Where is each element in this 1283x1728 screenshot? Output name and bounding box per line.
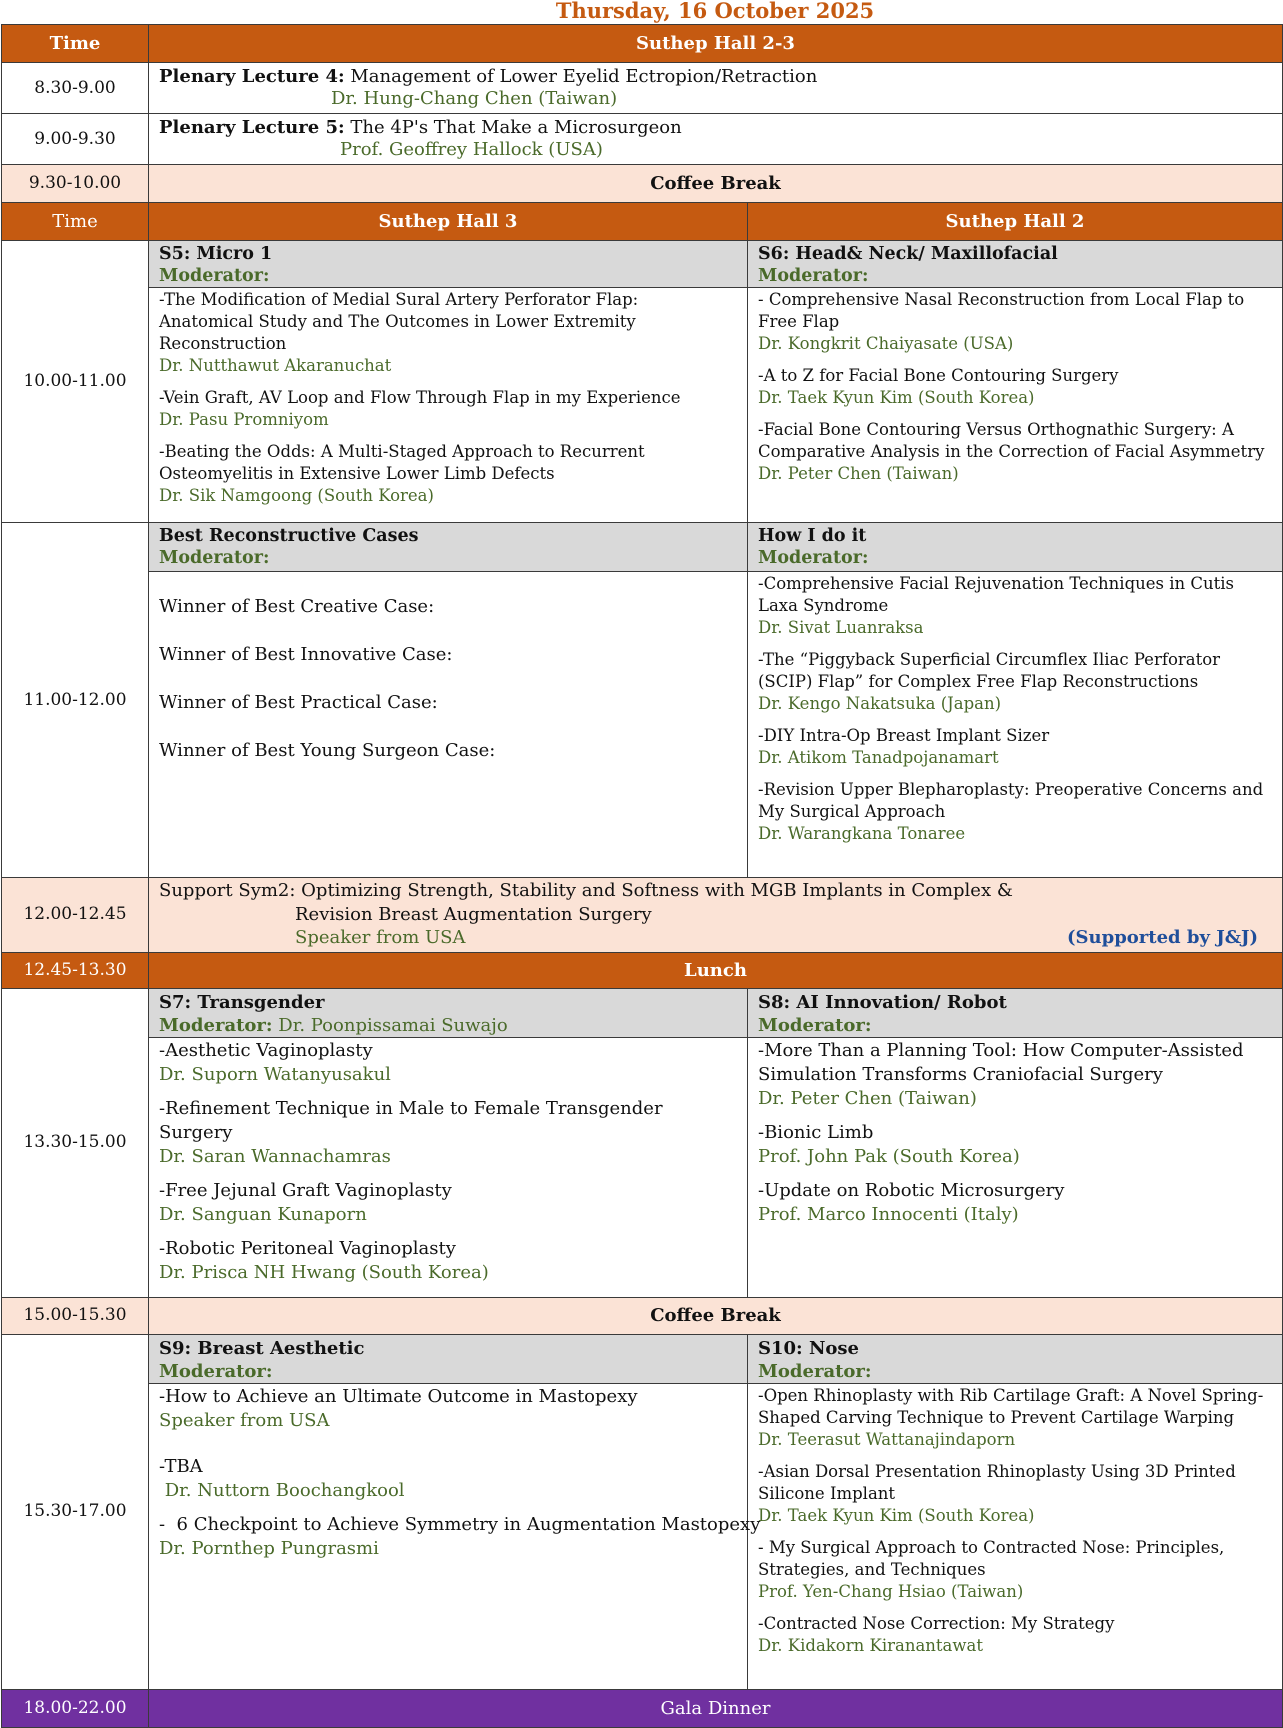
hall-header: Suthep Hall 2-3 — [149, 25, 1283, 63]
winner-item: Winner of Best Innovative Case: — [159, 644, 453, 665]
day-title: Thursday, 16 October 2025 — [555, 0, 875, 23]
talk-item — [758, 1461, 1272, 1527]
talk-item — [159, 441, 737, 507]
talk-title: -A to Z for Facial Bone Contouring Surgery — [758, 366, 1119, 385]
talk-item — [159, 1179, 737, 1227]
talk-item — [758, 573, 1272, 639]
talk-title: -Comprehensive Facial Rejuvenation Techniques in Cutis Laxa Syndrome — [758, 574, 1235, 615]
session-row — [2, 241, 1283, 523]
talk-item — [758, 1613, 1272, 1657]
talk-item — [159, 1513, 761, 1561]
talk-title: -Open Rhinoplasty with Rib Cartilage Graft: A Novel Spring-Shaped Carving Technique to Prevent Cartilage Warping — [758, 1385, 1264, 1427]
session-title: S5: Micro 1 — [159, 244, 273, 264]
talk-title: -Beating the Odds: A Multi-Staged Approach to Recurrent Osteomyelitis in Extensive Lower Limb Defects — [159, 442, 645, 483]
time-header: Time — [2, 203, 149, 241]
talk-speaker: Dr. Atikom Tanadpojanamart — [758, 748, 999, 767]
talk-speaker: Dr. Pornthep Pungrasmi — [159, 1537, 379, 1559]
support-cell — [149, 878, 1283, 953]
plenary-row — [2, 63, 1283, 114]
moderator-label: Moderator: — [159, 1360, 273, 1382]
winner-item: Winner of Best Creative Case: — [159, 596, 435, 617]
coffee-label: Coffee Break — [149, 1297, 1283, 1334]
talk-speaker: Dr. Teerasut Wattanajindaporn — [758, 1429, 1016, 1449]
time-cell: 11.00-12.00 — [2, 523, 149, 878]
talk-speaker: Dr. Prisca NH Hwang (South Korea) — [159, 1261, 489, 1283]
winner-item: Winner of Best Young Surgeon Case: — [159, 740, 496, 761]
header-row-main — [2, 25, 1283, 63]
gala-row — [2, 1689, 1283, 1727]
time-cell: 18.00-22.00 — [2, 1689, 149, 1727]
session-row — [2, 1334, 1283, 1689]
talk-item — [758, 779, 1272, 845]
talk-title: -Asian Dorsal Presentation Rhinoplasty Using 3D Printed Silicone Implant — [758, 1461, 1236, 1503]
talk-title: -The Modification of Medial Sural Artery Perforator Flap: Anatomical Study and The Outcomes in Lower Extremity Reconstruction — [159, 290, 639, 353]
talk-speaker: Prof. Yen-Chang Hsiao (Taiwan) — [758, 1581, 1024, 1601]
talk-item — [758, 419, 1272, 485]
talk-speaker: Dr. Nutthawut Akaranuchat — [159, 356, 392, 375]
talk-title: -How to Achieve an Ultimate Outcome in Mastopexy — [159, 1385, 638, 1407]
time-cell: 15.30-17.00 — [2, 1334, 149, 1689]
moderator-label: Moderator: — [159, 548, 270, 568]
talk-speaker: Dr. Warangkana Tonaree — [758, 824, 966, 843]
talk-speaker: Dr. Kongkrit Chaiyasate (USA) — [758, 334, 1014, 353]
moderator-label: Moderator: — [758, 266, 869, 286]
time-cell: 15.00-15.30 — [2, 1297, 149, 1334]
support-line1: Support Sym2: Optimizing Strength, Stability and Softness with MGB Implants in Complex & — [159, 880, 1013, 901]
time-cell: 9.30-10.00 — [2, 165, 149, 203]
talk-title: -TBA — [159, 1455, 203, 1477]
session-title: S8: AI Innovation/ Robot — [758, 991, 1007, 1013]
talk-speaker: Dr. Pasu Promniyom — [159, 410, 329, 429]
plenary-speaker: Dr. Hung-Chang Chen (Taiwan) — [331, 88, 618, 109]
talk-speaker: Dr. Peter Chen (Taiwan) — [758, 464, 959, 483]
time-header: Time — [2, 25, 149, 63]
talk-title: -Free Jejunal Graft Vaginoplasty — [159, 1179, 452, 1201]
session-s10 — [748, 1334, 1283, 1689]
session-best-cases — [149, 523, 748, 878]
talk-title: - My Surgical Approach to Contracted Nose: Principles, Strategies, and Techniques — [758, 1537, 1225, 1579]
talk-item — [159, 1385, 737, 1433]
talk-speaker: Dr. Sik Namgoong (South Korea) — [159, 486, 434, 505]
time-cell: 8.30-9.00 — [2, 63, 149, 114]
talk-title: -More Than a Planning Tool: How Computer-Assisted Simulation Transforms Craniofacial Surgery — [758, 1039, 1244, 1085]
talk-title: -Facial Bone Contouring Versus Orthognathic Surgery: A Comparative Analysis in the Correction of Facial Asymmetry — [758, 420, 1265, 461]
session-row — [2, 988, 1283, 1297]
talk-speaker: Dr. Kidakorn Kiranantawat — [758, 1635, 983, 1655]
lunch-row — [2, 952, 1283, 988]
talk-title: -Refinement Technique in Male to Female Transgender Surgery — [159, 1097, 663, 1143]
talk-title: -Bionic Limb — [758, 1121, 874, 1143]
support-speaker: Speaker from USA — [295, 927, 466, 948]
talk-item — [159, 1237, 737, 1285]
session-s9 — [149, 1334, 761, 1689]
talk-title: -Robotic Peritoneal Vaginoplasty — [159, 1237, 456, 1259]
session-title: How I do it — [758, 526, 867, 546]
talk-item — [758, 725, 1272, 769]
talk-title: -Contracted Nose Correction: My Strategy — [758, 1613, 1115, 1633]
session-s8 — [748, 988, 1283, 1297]
sponsor-label: (Supported by J&J) — [1067, 927, 1258, 948]
talk-title: - Comprehensive Nasal Reconstruction from Local Flap to Free Flap — [758, 290, 1245, 331]
moderator-label: Moderator: — [758, 1014, 872, 1036]
talk-speaker: Dr. Taek Kyun Kim (South Korea) — [758, 388, 1035, 407]
header-row-halls — [2, 203, 1283, 241]
talk-title: -DIY Intra-Op Breast Implant Sizer — [758, 726, 1050, 745]
talk-speaker: Dr. Suporn Watanyusakul — [159, 1063, 391, 1085]
gala-label: Gala Dinner — [149, 1689, 1283, 1727]
talk-speaker: Prof. John Pak (South Korea) — [758, 1145, 1020, 1167]
talk-item — [159, 387, 737, 431]
lunch-label: Lunch — [149, 952, 1283, 988]
session-how-i-do-it — [748, 523, 1283, 878]
talk-speaker: Dr. Sanguan Kunaporn — [159, 1203, 367, 1225]
coffee-label: Coffee Break — [149, 165, 1283, 203]
time-cell: 13.30-15.00 — [2, 988, 149, 1297]
plenary-row — [2, 114, 1283, 165]
talk-title: - 6 Checkpoint to Achieve Symmetry in Augmentation Mastopexy — [159, 1513, 761, 1535]
talk-item — [159, 1097, 737, 1169]
talk-item — [159, 1455, 737, 1503]
session-s7 — [149, 988, 748, 1297]
talk-speaker: Dr. Peter Chen (Taiwan) — [758, 1087, 977, 1109]
session-title: S6: Head& Neck/ Maxillofacial — [758, 244, 1058, 264]
session-s5 — [149, 241, 748, 523]
session-title: S10: Nose — [758, 1337, 860, 1359]
talk-item — [758, 649, 1272, 715]
session-title: S9: Breast Aesthetic — [159, 1337, 365, 1359]
plenary-label: Plenary Lecture 4: — [159, 66, 345, 87]
schedule-table — [1, 24, 1283, 1728]
moderator-label: Moderator: — [159, 1014, 273, 1036]
time-cell: 9.00-9.30 — [2, 114, 149, 165]
talk-item — [758, 1039, 1272, 1111]
talk-item — [758, 1179, 1272, 1227]
plenary-cell — [149, 114, 1283, 165]
session-title: Best Reconstructive Cases — [159, 526, 419, 546]
plenary-label: Plenary Lecture 5: — [159, 117, 345, 138]
talk-item — [758, 1121, 1272, 1169]
winner-item: Winner of Best Practical Case: — [159, 692, 438, 713]
talk-speaker: Dr. Nuttorn Boochangkool — [159, 1479, 405, 1501]
talk-title: -Revision Upper Blepharoplasty: Preoperative Concerns and My Surgical Approach — [758, 780, 1264, 821]
session-s6 — [748, 241, 1283, 523]
talk-title: -The “Piggyback Superficial Circumflex Iliac Perforator (SCIP) Flap” for Complex Free Flap Reconstructions — [758, 650, 1221, 691]
talk-speaker: Prof. Marco Innocenti (Italy) — [758, 1203, 1019, 1225]
session-row — [2, 523, 1283, 878]
moderator-label: Moderator: — [758, 1360, 872, 1382]
talk-title: -Update on Robotic Microsurgery — [758, 1179, 1065, 1201]
talk-item — [758, 365, 1272, 409]
time-cell: 12.00-12.45 — [2, 878, 149, 953]
session-title: S7: Transgender — [159, 991, 325, 1013]
talk-speaker: Dr. Sivat Luanraksa — [758, 618, 924, 637]
hall2-header: Suthep Hall 2 — [748, 203, 1283, 241]
plenary-title: Management of Lower Eyelid Ectropion/Retraction — [344, 66, 818, 87]
talk-item — [758, 1385, 1272, 1451]
moderator-label: Moderator: — [159, 266, 270, 286]
plenary-cell — [149, 63, 1283, 114]
plenary-title: The 4P's That Make a Microsurgeon — [344, 117, 682, 138]
moderator-name: Dr. Poonpissamai Suwajo — [272, 1014, 508, 1036]
talk-speaker: Dr. Saran Wannachamras — [159, 1145, 391, 1167]
time-cell: 12.45-13.30 — [2, 952, 149, 988]
talk-speaker: Speaker from USA — [159, 1409, 330, 1431]
support-row — [2, 878, 1283, 953]
time-cell: 10.00-11.00 — [2, 241, 149, 523]
talk-speaker: Dr. Taek Kyun Kim (South Korea) — [758, 1505, 1035, 1525]
talk-item — [159, 1039, 737, 1087]
talk-item — [159, 289, 737, 377]
talk-item — [758, 1537, 1272, 1603]
talk-title: -Aesthetic Vaginoplasty — [159, 1039, 373, 1061]
hall3-header: Suthep Hall 3 — [149, 203, 748, 241]
talk-item — [758, 289, 1272, 355]
moderator-label: Moderator: — [758, 548, 869, 568]
talk-title: -Vein Graft, AV Loop and Flow Through Flap in my Experience — [159, 388, 681, 407]
plenary-speaker: Prof. Geoffrey Hallock (USA) — [340, 139, 603, 160]
talk-speaker: Dr. Kengo Nakatsuka (Japan) — [758, 694, 1002, 713]
coffee-row — [2, 165, 1283, 203]
coffee-row — [2, 1297, 1283, 1334]
support-line2: Revision Breast Augmentation Surgery — [295, 903, 652, 925]
